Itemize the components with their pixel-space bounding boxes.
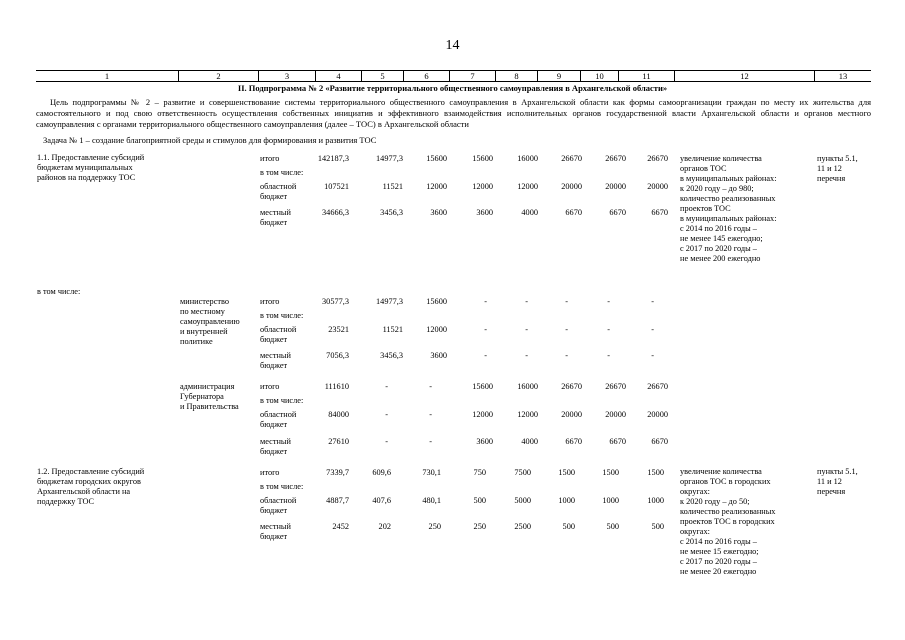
value-cell: -	[429, 437, 432, 446]
value-cell: 12000	[517, 410, 538, 419]
value-cell: 750	[473, 468, 486, 477]
value-cell: 20000	[561, 410, 582, 419]
value-cell: 14977,3	[376, 154, 403, 163]
value-cell: 12000	[517, 182, 538, 191]
column-number: 1	[104, 71, 110, 81]
value-cell: 11521	[382, 325, 403, 334]
value-cell: 500	[651, 522, 664, 531]
column-number: 3	[258, 71, 315, 81]
value-cell: -	[525, 325, 528, 334]
funding-label-local: местный бюджет	[260, 351, 291, 370]
value-cell: 6670	[565, 437, 582, 446]
funding-label-local: местный бюджет	[260, 208, 291, 227]
value-cell: 5000	[514, 496, 531, 505]
in-that-number-label: в том числе:	[37, 287, 81, 296]
value-cell: -	[484, 297, 487, 306]
task-title: Задача № 1 – создание благоприятной среды и стимулов для формирования и развития ТОС	[43, 135, 377, 145]
value-cell: 1000	[558, 496, 575, 505]
value-cell: 7056,3	[326, 351, 349, 360]
funding-label-regional: областной бюджет	[260, 325, 297, 344]
value-cell: 20000	[605, 182, 626, 191]
value-cell: 500	[606, 522, 619, 531]
column-number: 8	[495, 71, 537, 81]
value-cell: -	[651, 297, 654, 306]
value-cell: 4000	[521, 208, 538, 217]
value-cell: 4000	[521, 437, 538, 446]
value-cell: 609,6	[372, 468, 391, 477]
value-cell: 1000	[647, 496, 664, 505]
value-cell: 16000	[517, 154, 538, 163]
value-cell: 4887,7	[326, 496, 349, 505]
column-number: 5	[361, 71, 403, 81]
value-cell: -	[565, 325, 568, 334]
funding-label-total: итого	[260, 297, 280, 306]
value-cell: 84000	[328, 410, 349, 419]
subprogram-title: II. Подпрограмма № 2 «Развитие территориального общественного самоуправления в Архангельской области»	[237, 83, 668, 93]
value-cell: 202	[378, 522, 391, 531]
value-cell: 7339,7	[326, 468, 349, 477]
executor-name: министерство по местному самоуправлению и внутренней политике	[180, 297, 240, 346]
page-number: 14	[445, 38, 460, 53]
value-cell: 26670	[605, 154, 626, 163]
executor-name: администрация Губернатора и Правительства	[180, 382, 239, 411]
measure-name: 1.1. Предоставление субсидий бюджетам муниципальных районов на поддержку ТОС	[37, 153, 145, 182]
value-cell: 15600	[426, 297, 447, 306]
funding-label-local: местный бюджет	[260, 522, 291, 541]
value-cell: 3600	[476, 437, 493, 446]
reference: пункты 5.1, 11 и 12 перечня	[817, 467, 858, 496]
measure-name: 1.2. Предоставление субсидий бюджетам городских округов Архангельской области на поддержку ТОС	[37, 467, 145, 506]
value-cell: 26670	[647, 154, 668, 163]
column-number: 6	[403, 71, 449, 81]
value-cell: 26670	[605, 382, 626, 391]
value-cell: 2452	[332, 522, 349, 531]
value-cell: 111610	[324, 382, 349, 391]
value-cell: 3600	[430, 208, 447, 217]
value-cell: 730,1	[422, 468, 441, 477]
value-cell: 12000	[472, 410, 493, 419]
value-cell: -	[484, 351, 487, 360]
column-number: 9	[537, 71, 580, 81]
column-number: 7	[449, 71, 495, 81]
funding-label-regional: областной бюджет	[260, 410, 297, 429]
funding-label-breakdown: в том числе:	[260, 168, 304, 177]
value-cell: 6670	[609, 437, 626, 446]
value-cell: 3456,3	[380, 208, 403, 217]
expected-result: увеличение количества органов ТОС в муниципальных районах: к 2020 году – до 980; количество реализованных проектов ТОС в муниципальных районах: с 2014 по 2016 годы – не менее 145 ежегодно; с 2017 по 2020 годы – не менее 200 ежегодно	[680, 154, 777, 263]
value-cell: 34666,3	[322, 208, 349, 217]
value-cell: -	[651, 351, 654, 360]
value-cell: 250	[473, 522, 486, 531]
value-cell: 3600	[476, 208, 493, 217]
column-number-header	[36, 70, 871, 82]
value-cell: 16000	[517, 382, 538, 391]
value-cell: 6670	[565, 208, 582, 217]
value-cell: 1500	[558, 468, 575, 477]
value-cell: 14977,3	[376, 297, 403, 306]
value-cell: 15600	[472, 154, 493, 163]
value-cell: 30577,3	[322, 297, 349, 306]
funding-label-total: итого	[260, 154, 280, 163]
value-cell: 11521	[382, 182, 403, 191]
value-cell: 12000	[472, 182, 493, 191]
value-cell: 3600	[430, 351, 447, 360]
value-cell: -	[429, 382, 432, 391]
value-cell: 1500	[647, 468, 664, 477]
funding-label-breakdown: в том числе:	[260, 482, 304, 491]
column-number: 13	[814, 71, 871, 81]
value-cell: -	[385, 437, 388, 446]
funding-label-regional: областной бюджет	[260, 496, 297, 515]
value-cell: -	[525, 297, 528, 306]
value-cell: 142187,3	[317, 154, 349, 163]
value-cell: -	[565, 297, 568, 306]
value-cell: 6670	[609, 208, 626, 217]
value-cell: 26670	[647, 382, 668, 391]
value-cell: -	[525, 351, 528, 360]
funding-label-local: местный бюджет	[260, 437, 291, 456]
value-cell: -	[385, 410, 388, 419]
value-cell: 20000	[561, 182, 582, 191]
value-cell: 20000	[647, 182, 668, 191]
value-cell: 15600	[426, 154, 447, 163]
value-cell: 3456,3	[380, 351, 403, 360]
value-cell: 26670	[561, 154, 582, 163]
value-cell: 107521	[324, 182, 349, 191]
value-cell: -	[484, 325, 487, 334]
column-number: 2	[178, 71, 258, 81]
column-number: 12	[674, 71, 814, 81]
value-cell: 1000	[602, 496, 619, 505]
value-cell: -	[565, 351, 568, 360]
value-cell: -	[607, 325, 610, 334]
value-cell: 407,6	[372, 496, 391, 505]
column-number: 4	[315, 71, 361, 81]
value-cell: 250	[428, 522, 441, 531]
column-number: 10	[580, 71, 618, 81]
value-cell: 20000	[605, 410, 626, 419]
funding-label-total: итого	[260, 382, 280, 391]
value-cell: -	[651, 325, 654, 334]
value-cell: 1500	[602, 468, 619, 477]
value-cell: -	[607, 297, 610, 306]
value-cell: 23521	[328, 325, 349, 334]
value-cell: -	[607, 351, 610, 360]
value-cell: 12000	[426, 325, 447, 334]
value-cell: 500	[562, 522, 575, 531]
value-cell: 7500	[514, 468, 531, 477]
value-cell: 20000	[647, 410, 668, 419]
funding-label-total: итого	[260, 468, 280, 477]
funding-label-breakdown: в том числе:	[260, 396, 304, 405]
value-cell: 27610	[328, 437, 349, 446]
subprogram-goal: Цель подпрограммы № 2 – развитие и совершенствование системы территориального общественного самоуправления в Архангельской области как формы самоорганизации граждан по месту их жительства для самостоятельного и под свою ответственность осуществления собственных инициатив и эффективного взаимодействия исполнительных органов государственной власти Архангельской области и органов местного самоуправления с органами территориального общественного самоуправления (далее – ТОС) в Архангельской области	[36, 97, 871, 129]
value-cell: 12000	[426, 182, 447, 191]
column-number: 11	[618, 71, 674, 81]
value-cell: 2500	[514, 522, 531, 531]
expected-result: увеличение количества органов ТОС в городских округах: к 2020 году – до 50; количество реализованных проектов ТОС в городских округах: с 2014 по 2016 годы – не менее 15 ежегодно; с 2017 по 2020 годы – не менее 20 ежегодно	[680, 467, 776, 576]
value-cell: -	[385, 382, 388, 391]
value-cell: 15600	[472, 382, 493, 391]
value-cell: 500	[473, 496, 486, 505]
value-cell: -	[429, 410, 432, 419]
value-cell: 6670	[651, 208, 668, 217]
value-cell: 480,1	[422, 496, 441, 505]
funding-label-breakdown: в том числе:	[260, 311, 304, 320]
funding-label-regional: областной бюджет	[260, 182, 297, 201]
value-cell: 26670	[561, 382, 582, 391]
reference: пункты 5.1, 11 и 12 перечня	[817, 154, 858, 183]
value-cell: 6670	[651, 437, 668, 446]
